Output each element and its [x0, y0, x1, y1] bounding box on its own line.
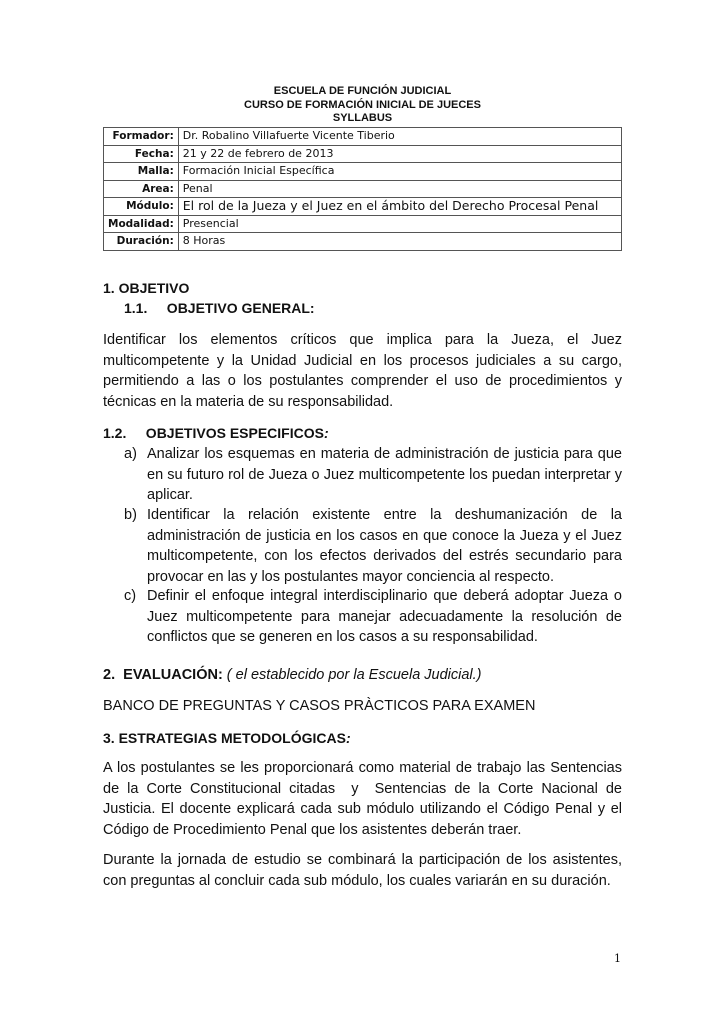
section-evaluacion-note: ( el establecido por la Escuela Judicial.)	[222, 667, 482, 683]
info-row-formador	[104, 128, 622, 146]
section-evaluacion	[103, 665, 622, 686]
list-item	[124, 505, 622, 587]
list-item	[124, 444, 622, 506]
info-value: 8 Horas	[178, 233, 621, 251]
section-evaluacion-title: 2. EVALUACIÓN:	[103, 667, 223, 683]
question-bank-text: BANCO DE PREGUNTAS Y CASOS PRÀCTICOS PARA EXAMEN	[103, 698, 536, 714]
list-item	[124, 586, 622, 648]
objetivo-general-title: 1.1. OBJETIVO GENERAL:	[124, 300, 315, 316]
list-marker: a)	[124, 446, 137, 462]
info-label: Formador:	[104, 128, 179, 146]
course-name: CURSO DE FORMACIÓN INICIAL DE JUECES	[244, 98, 481, 111]
info-row-modalidad	[104, 215, 622, 233]
page-number: 1	[614, 952, 621, 965]
info-row-area	[104, 180, 622, 198]
objetivo-general-text: Identificar los elementos críticos que implica para la Jueza, el Juez multicompetente y la Unidad Judicial en los procesos judiciales a su cargo, permitiendo a las o los postulantes comprender el uso de procedimientos y técnicas en la materia de su responsabilidad.	[103, 332, 622, 410]
objetivos-especificos-colon: :	[323, 425, 329, 441]
info-label: Fecha:	[104, 145, 179, 163]
info-value: Penal	[178, 180, 621, 198]
section-estrategias-title	[103, 730, 351, 746]
course-info-table	[103, 127, 622, 251]
info-value: Dr. Robalino Villafuerte Vicente Tiberio	[178, 128, 621, 146]
list-item-text: Identificar la relación existente entre la deshumanización de la administración de justicia en los casos en que conoce la Jueza y el Juez multicompetente, con los efectos derivados del estrés secundario para provocar en las y los postulantes mayor conciencia al respecto.	[147, 507, 622, 585]
estrategias-paragraph-2: Durante la jornada de estudio se combinará la participación de los asistentes, con preguntas al concluir cada sub módulo, los cuales variarán en su duración.	[103, 852, 622, 889]
info-label: Duración:	[104, 233, 179, 251]
objetivos-especificos-title	[103, 425, 329, 441]
estrategias-paragraph-1: A los postulantes se les proporcionará como material de trabajo las Sentencias de la Corte Constitucional citadas y Sentencias de la Corte Nacional de Justicia. El docente explicará cada sub módulo utilizando el Código Penal y el Código de Procedimiento Penal que los asistentes deberán traer.	[103, 760, 627, 838]
info-label: Módulo:	[104, 198, 179, 216]
section-estrategias-label: 3. ESTRATEGIAS METODOLÓGICAS	[103, 730, 346, 746]
info-value: El rol de la Jueza y el Juez en el ámbito del Derecho Procesal Penal	[178, 198, 621, 216]
info-value: 21 y 22 de febrero de 2013	[178, 145, 621, 163]
document-header	[0, 85, 725, 126]
school-name: ESCUELA DE FUNCIÓN JUDICIAL	[273, 85, 452, 97]
section-estrategias-colon: :	[345, 730, 351, 746]
list-marker: c)	[124, 588, 137, 604]
list-item-text: Definir el enfoque integral interdisciplinario que deberá adoptar Jueza o Juez multicompetente para manejar adecuadamente la resolución de conflictos que se generen en los casos a su responsabilidad.	[147, 588, 622, 645]
info-value: Formación Inicial Específica	[178, 163, 621, 181]
info-label: Modalidad:	[104, 215, 179, 233]
info-label: Malla:	[104, 163, 179, 181]
list-marker: b)	[124, 507, 137, 523]
info-value: Presencial	[178, 215, 621, 233]
info-row-malla	[104, 163, 622, 181]
info-label: Area:	[104, 180, 179, 198]
syllabus-title: SYLLABUS	[332, 112, 393, 124]
info-row-fecha	[104, 145, 622, 163]
info-row-modulo	[104, 198, 622, 216]
objetivos-especificos-label: 1.2. OBJETIVOS ESPECIFICOS	[103, 425, 324, 441]
section-objetivo-title: 1. OBJETIVO	[103, 280, 190, 296]
list-item-text: Analizar los esquemas en materia de administración de justicia para que en su futuro rol de Jueza o Juez multicompetente los puedan interpretar y aplicar.	[147, 446, 622, 503]
info-row-duracion	[104, 233, 622, 251]
